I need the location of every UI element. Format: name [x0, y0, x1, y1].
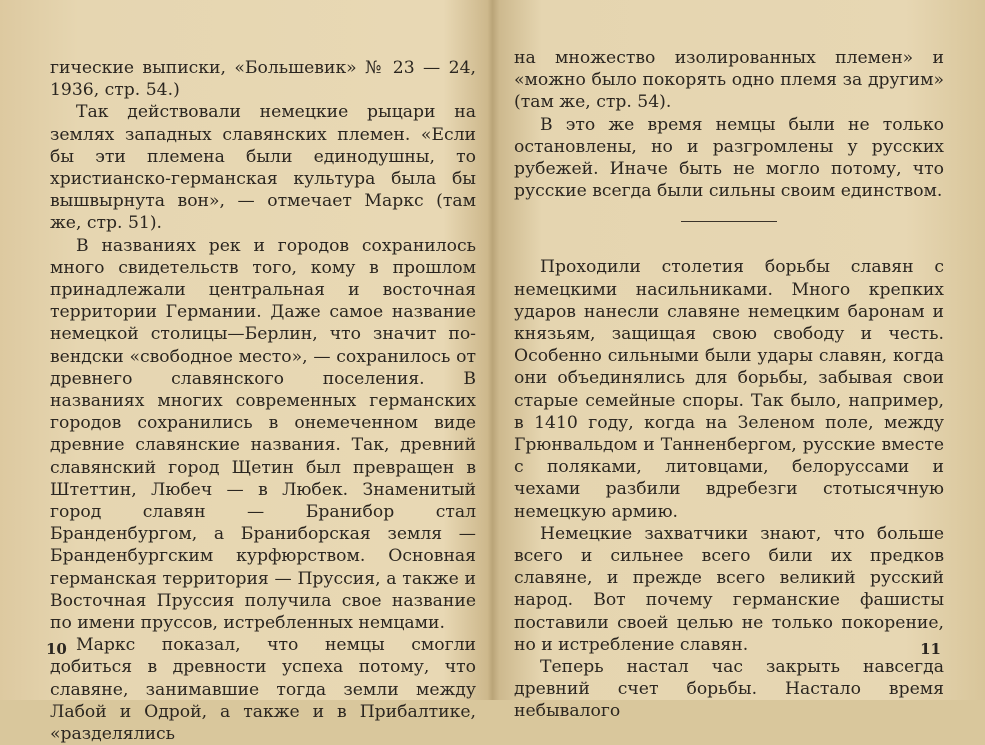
page-number: 11	[920, 640, 941, 658]
right-page-text	[514, 47, 944, 723]
paragraph: Маркс показал, что немцы смогли добиться в древности успеха потому, что славяне, занимавшие тогда земли между Лабой и Одрой, а также и в Прибалтике, «разделялись	[50, 635, 476, 745]
right-page	[492, 0, 985, 722]
section-divider	[681, 221, 777, 222]
paragraph: В это же время немцы были не только остановлены, но и разгромлены у русских рубежей. Иначе быть не могло потому, что русские всегда были сильны своим единством.	[514, 114, 944, 202]
paragraph: гические выписки, «Большевик» № 23 — 24, 1936, стр. 54.)	[50, 58, 476, 101]
paragraph: Так действовали немецкие рыцари на землях западных славянских племен. «Если бы эти племена были единодушны, то христианско-германская культура была бы вышвырнута вон», — отмечает Маркс (там же, стр. 51).	[50, 102, 476, 234]
paragraph: на множество изолированных племен» и «можно было покорять одно племя за другим» (там же, стр. 54).	[514, 48, 944, 113]
paragraph: В названиях рек и городов сохранилось много свидетельств того, кому в прошлом принадлежали центральная и восточная территории Германии. Даже самое название немецкой столицы—Берлин, что значит по-вендски «свободное место», — сохранилось от древнего славянского поселения. В названиях многих современных германских городов сохранились в онемеченном виде древние славянские названия. Так, древний славянский город Щетин был превращен в Штеттин, Любеч — в Любек. Знаменитый город славян — Бранибор стал Бранденбургом, а Браниборская земля — Бранденбургским курфюрством. Основная германская территория — Пруссия, а также и Восточная Пруссия получила свое название по имени пруссов, истребленных немцами.	[50, 235, 476, 634]
paragraph: Теперь настал час закрыть навсегда древний счет борьбы. Настало время небывалого	[514, 657, 944, 722]
paragraph: Проходили столетия борьбы славян с немецкими насильниками. Много крепких ударов нанесли славяне немецким баронам и князьям, защищая свою свободу и честь. Особенно сильными были удары славян, когда они объединялись для борьбы, забывая свои старые семейные споры. Так было, например, в 1410 году, когда на Зеленом поле, между Грюнвальдом и Танненбергом, русские вместе с поляками, литовцами, белоруссами и чехами разбили вдребезги стотысячную немецкую армию.	[514, 257, 944, 522]
left-page	[0, 0, 490, 745]
page-number: 10	[46, 640, 67, 658]
paragraph: Немецкие захватчики знают, что больше всего и сильнее всего били их предков славяне, и прежде всего великий русский народ. Вот почему германские фашисты поставили своей целью не только покорение, но и истребление славян.	[514, 523, 944, 655]
left-page-text	[50, 57, 476, 745]
